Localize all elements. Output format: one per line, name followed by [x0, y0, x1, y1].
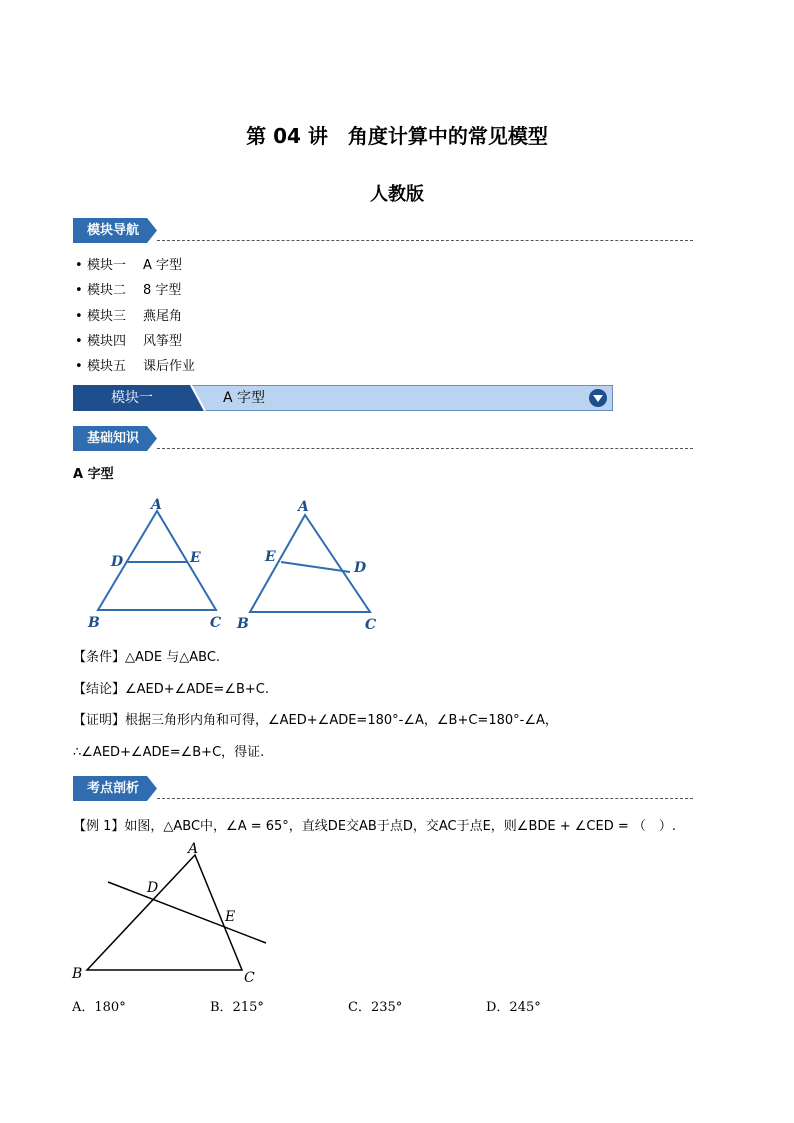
module-banner-name: A 字型 — [223, 390, 266, 406]
nav-item-name: A 字型 — [143, 258, 183, 273]
section-header-nav — [73, 218, 693, 243]
label-e-2: E — [265, 549, 276, 565]
section-header-basic — [73, 426, 693, 451]
conclusion-text: 【结论】∠AED+∠ADE=∠B+C. — [73, 682, 270, 697]
nav-item-num: 模块一 — [87, 258, 127, 273]
label-a-1: A — [151, 497, 162, 513]
condition-text: 【条件】△ADE 与△ABC. — [73, 650, 221, 665]
label-a: A — [188, 841, 199, 857]
option-b[interactable]: B．215° — [210, 1000, 264, 1015]
line-de — [108, 882, 266, 943]
section-divider — [157, 240, 693, 241]
chevron-down-icon[interactable] — [588, 388, 608, 412]
nav-item-name: 风筝型 — [143, 333, 183, 349]
proof-text-1: 【证明】根据三角形内角和可得，∠AED+∠ADE=180°-∠A，∠B+C=180°-∠A， — [73, 713, 558, 728]
section-header-analysis — [73, 776, 693, 801]
section-tab — [73, 218, 157, 243]
page-title: 第 04 讲 角度计算中的常见模型 — [246, 124, 548, 148]
option-c[interactable]: C．235° — [348, 1000, 403, 1015]
bullet-icon: • — [75, 258, 83, 273]
section-tab — [73, 426, 157, 451]
nav-item-1[interactable] — [75, 255, 195, 280]
example-figure — [70, 840, 280, 985]
page-subtitle: 人教版 — [370, 184, 424, 205]
module-nav-list — [75, 255, 195, 381]
label-c: C — [244, 970, 255, 985]
label-b-1: B — [88, 615, 100, 631]
proof-text-2: ∴∠AED+∠ADE=∠B+C，得证. — [73, 745, 265, 760]
section-divider — [157, 448, 693, 449]
nav-item-3[interactable] — [75, 306, 195, 331]
section-title-nav: 模块导航 — [86, 223, 139, 238]
section-title-basic: 基础知识 — [86, 431, 139, 446]
section-title-analysis: 考点剖析 — [86, 781, 139, 796]
section-tab — [73, 776, 157, 801]
nav-item-name: 8 字型 — [143, 283, 182, 299]
nav-item-num: 模块三 — [87, 308, 127, 324]
option-a[interactable]: A．180° — [72, 1000, 126, 1015]
nav-item-num: 模块四 — [87, 333, 127, 349]
triangle-abc — [87, 855, 242, 970]
label-d-2: D — [354, 560, 367, 576]
label-a-2: A — [298, 499, 309, 515]
bullet-icon: • — [75, 308, 83, 324]
label-e: E — [225, 909, 236, 925]
label-b-2: B — [237, 616, 249, 632]
label-b: B — [72, 966, 83, 982]
nav-item-2[interactable] — [75, 280, 195, 305]
module-banner — [73, 385, 613, 411]
model-heading: A 字型 — [73, 467, 114, 482]
option-d[interactable]: D．245° — [486, 1000, 541, 1015]
example-question: 【例 1】如图，△ABC中，∠A = 65°，直线DE交AB于点D，交AC于点E，则∠BDE + ∠CED = （ ）. — [73, 819, 677, 834]
label-c-1: C — [210, 615, 222, 631]
section-divider — [157, 798, 693, 799]
label-e-1: E — [190, 550, 201, 566]
a-shape-figures — [80, 495, 400, 640]
label-c-2: C — [365, 617, 377, 633]
nav-item-name: 燕尾角 — [143, 308, 183, 324]
nav-item-num: 模块二 — [87, 283, 127, 299]
nav-item-4[interactable] — [75, 331, 195, 356]
label-d-1: D — [111, 554, 124, 570]
nav-item-5[interactable] — [75, 356, 195, 381]
nav-item-num: 模块五 — [87, 359, 127, 375]
nav-item-name: 课后作业 — [143, 359, 196, 375]
bullet-icon: • — [75, 283, 83, 299]
bullet-icon: • — [75, 359, 83, 375]
module-banner-num: 模块一 — [111, 390, 153, 406]
label-d: D — [147, 880, 159, 896]
bullet-icon: • — [75, 333, 83, 349]
